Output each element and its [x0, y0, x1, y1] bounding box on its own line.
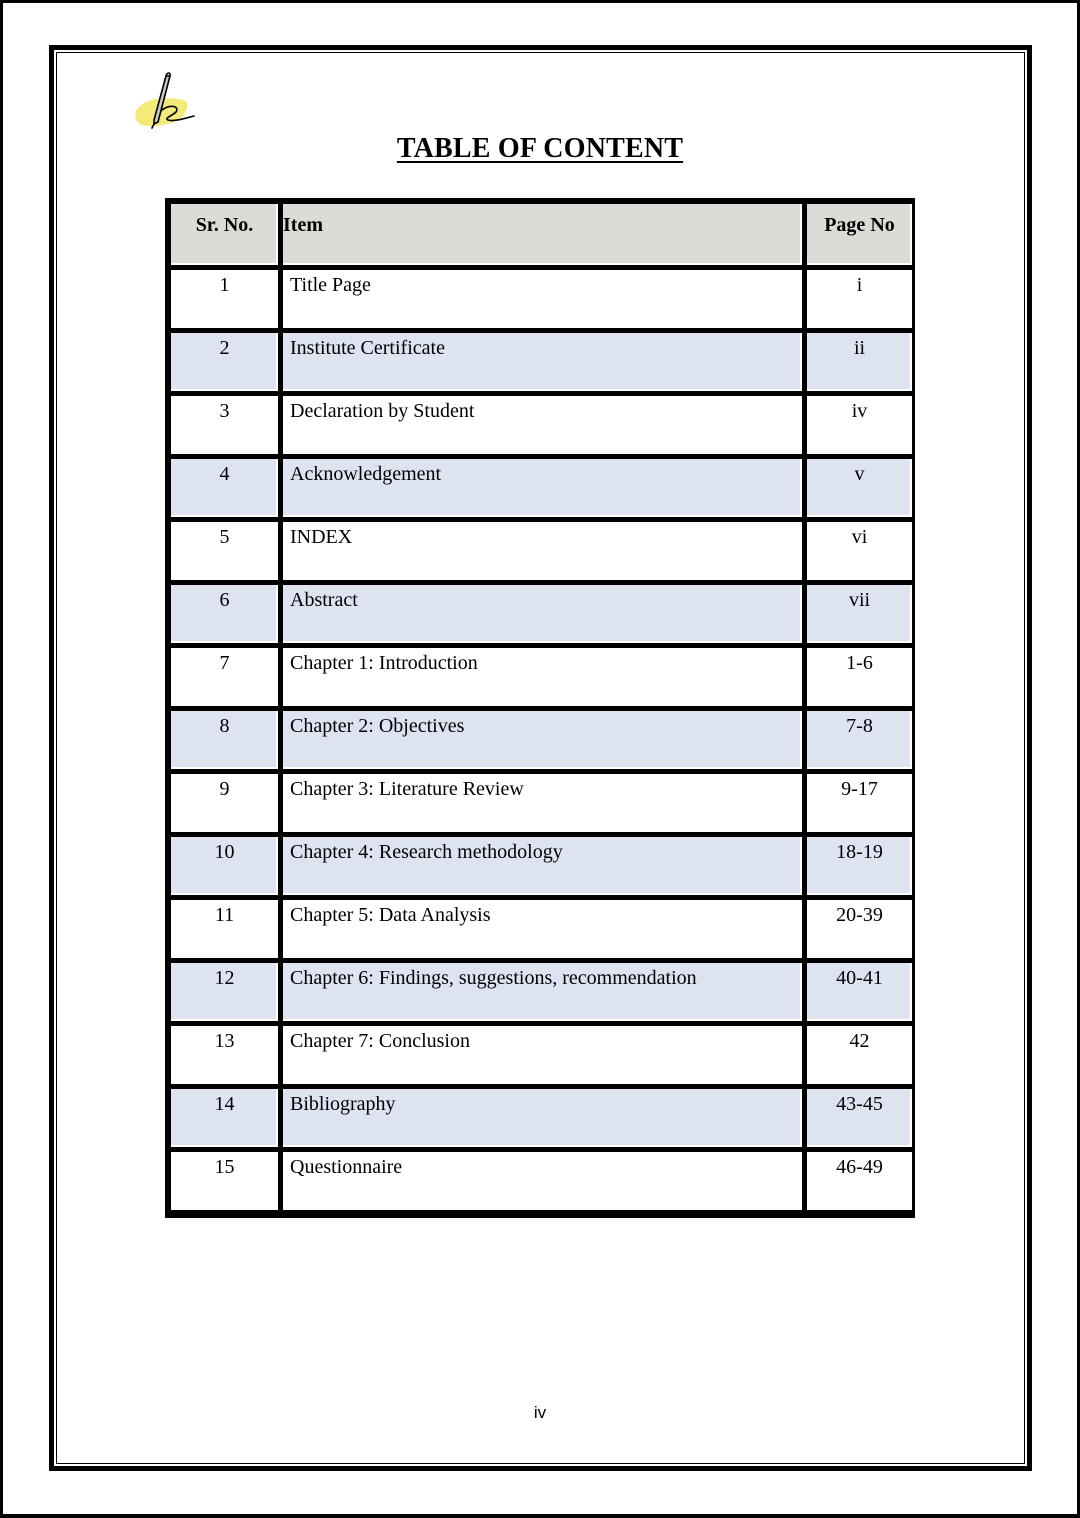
- row-item: Chapter 5: Data Analysis: [283, 900, 807, 963]
- row-sr-no: 6: [171, 585, 283, 648]
- row-sr-no: 15: [171, 1152, 283, 1215]
- row-item: Title Page: [283, 270, 807, 333]
- row-page-no: i: [807, 270, 912, 333]
- row-item: Abstract: [283, 585, 807, 648]
- row-sr-no: 11: [171, 900, 283, 963]
- row-item: Chapter 6: Findings, suggestions, recommendation: [283, 963, 807, 1026]
- row-sr-no: 9: [171, 774, 283, 837]
- table-row: [171, 1089, 912, 1152]
- row-page-no: ii: [807, 333, 912, 396]
- row-sr-no: 8: [171, 711, 283, 774]
- header-sr-no: Sr. No.: [171, 204, 283, 270]
- row-page-no: 42: [807, 1026, 912, 1089]
- row-item: Chapter 2: Objectives: [283, 711, 807, 774]
- table-row: [171, 963, 912, 1026]
- row-page-no: 20-39: [807, 900, 912, 963]
- row-item: Declaration by Student: [283, 396, 807, 459]
- row-page-no: 9-17: [807, 774, 912, 837]
- row-page-no: 1-6: [807, 648, 912, 711]
- toc-body: [171, 270, 912, 1215]
- toc-header-row: [171, 204, 912, 270]
- table-row: [171, 1152, 912, 1215]
- row-page-no: vii: [807, 585, 912, 648]
- row-page-no: v: [807, 459, 912, 522]
- row-sr-no: 2: [171, 333, 283, 396]
- table-row: [171, 585, 912, 648]
- row-item: Chapter 7: Conclusion: [283, 1026, 807, 1089]
- table-row: [171, 1026, 912, 1089]
- row-item: INDEX: [283, 522, 807, 585]
- footer-page-number: iv: [533, 1403, 547, 1422]
- row-item: Bibliography: [283, 1089, 807, 1152]
- row-item: Chapter 3: Literature Review: [283, 774, 807, 837]
- toc-table: [171, 204, 912, 1215]
- header-page-no: Page No: [807, 204, 912, 270]
- table-row: [171, 711, 912, 774]
- row-page-no: vi: [807, 522, 912, 585]
- row-page-no: 46-49: [807, 1152, 912, 1215]
- toc-table-frame: [165, 198, 915, 1218]
- row-item: Institute Certificate: [283, 333, 807, 396]
- row-page-no: 7-8: [807, 711, 912, 774]
- table-row: [171, 270, 912, 333]
- row-item: Chapter 1: Introduction: [283, 648, 807, 711]
- table-row: [171, 900, 912, 963]
- row-item: Acknowledgement: [283, 459, 807, 522]
- table-row: [171, 774, 912, 837]
- row-sr-no: 4: [171, 459, 283, 522]
- row-sr-no: 5: [171, 522, 283, 585]
- row-sr-no: 13: [171, 1026, 283, 1089]
- table-row: [171, 837, 912, 900]
- row-page-no: iv: [807, 396, 912, 459]
- table-row: [171, 522, 912, 585]
- table-row: [171, 648, 912, 711]
- page-title: TABLE OF CONTENT: [396, 133, 684, 164]
- table-row: [171, 396, 912, 459]
- row-page-no: 40-41: [807, 963, 912, 1026]
- table-row: [171, 333, 912, 396]
- pen-with-yellow-highlight-icon: [132, 70, 204, 132]
- row-item: Chapter 4: Research methodology: [283, 837, 807, 900]
- row-sr-no: 12: [171, 963, 283, 1026]
- row-page-no: 18-19: [807, 837, 912, 900]
- row-item: Questionnaire: [283, 1152, 807, 1215]
- table-row: [171, 459, 912, 522]
- row-page-no: 43-45: [807, 1089, 912, 1152]
- row-sr-no: 7: [171, 648, 283, 711]
- row-sr-no: 10: [171, 837, 283, 900]
- row-sr-no: 1: [171, 270, 283, 333]
- row-sr-no: 14: [171, 1089, 283, 1152]
- row-sr-no: 3: [171, 396, 283, 459]
- header-item: Item: [283, 204, 807, 270]
